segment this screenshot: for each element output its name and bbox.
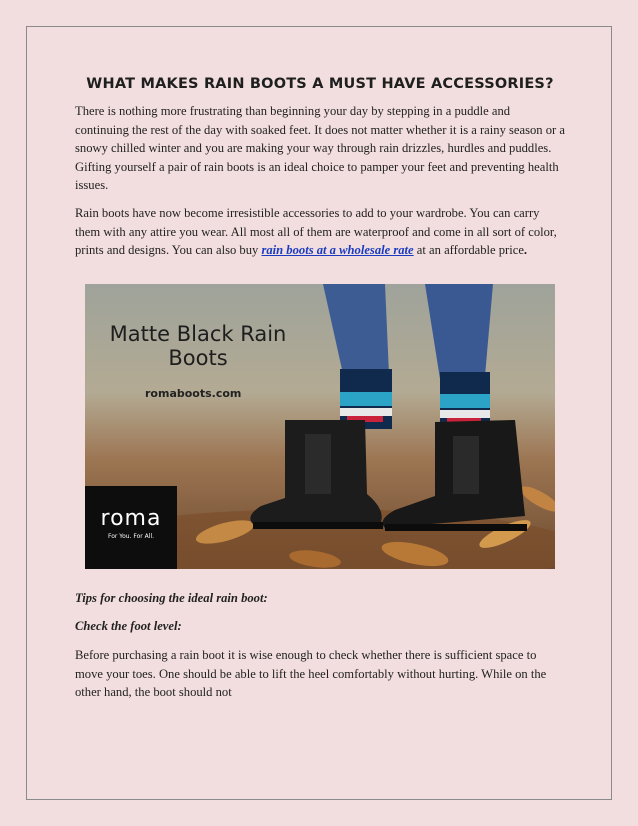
paragraph-accessories-end: . xyxy=(523,243,528,258)
logo-wordmark: roma xyxy=(100,505,162,531)
article-title: WHAT MAKES RAIN BOOTS A MUST HAVE ACCESSORIES? xyxy=(86,76,554,92)
paragraph-intro: There is nothing more frustrating than beginning your day by stepping in a puddle and continuing the rest of the day with soaked feet. It does not matter whether it is a rainy season or a snowy chilled winter and you are making your way through rain drizzles, hurdles and puddles. Gifting yourself a pair of rain boots is an ideal choice to pamper your feet and preventing health issues. xyxy=(75,104,565,193)
paragraph-accessories-after: at an affordable price xyxy=(413,243,524,258)
image-site-url: romaboots.com xyxy=(145,386,242,400)
image-heading: Matte Black Rain Boots xyxy=(109,321,287,370)
paragraph-foot-level: Before purchasing a rain boot it is wise enough to check whether there is sufficient space to move your toes. One should be able to lift the heel comfortably without hurting. While on the other hand, the boot should not xyxy=(75,647,547,700)
paragraph-accessories xyxy=(75,204,565,260)
logo-tagline: For You. For All. xyxy=(107,532,155,540)
roma-logo xyxy=(85,486,177,569)
tips-heading: Tips for choosing the ideal rain boot: xyxy=(75,590,268,605)
wholesale-rain-boots-link[interactable]: rain boots at a wholesale rate xyxy=(261,243,414,258)
foot-level-subheading: Check the foot level: xyxy=(75,619,182,634)
rain-boots-product-image xyxy=(85,284,555,569)
article xyxy=(75,76,565,711)
paragraph-accessories-text: Rain boots have now become irresistible accessories to add to your wardrobe. You can carry them with any attire you wear. All most all of them are waterproof and come in all sort of color, prints and designs. You can also buy xyxy=(75,205,557,258)
